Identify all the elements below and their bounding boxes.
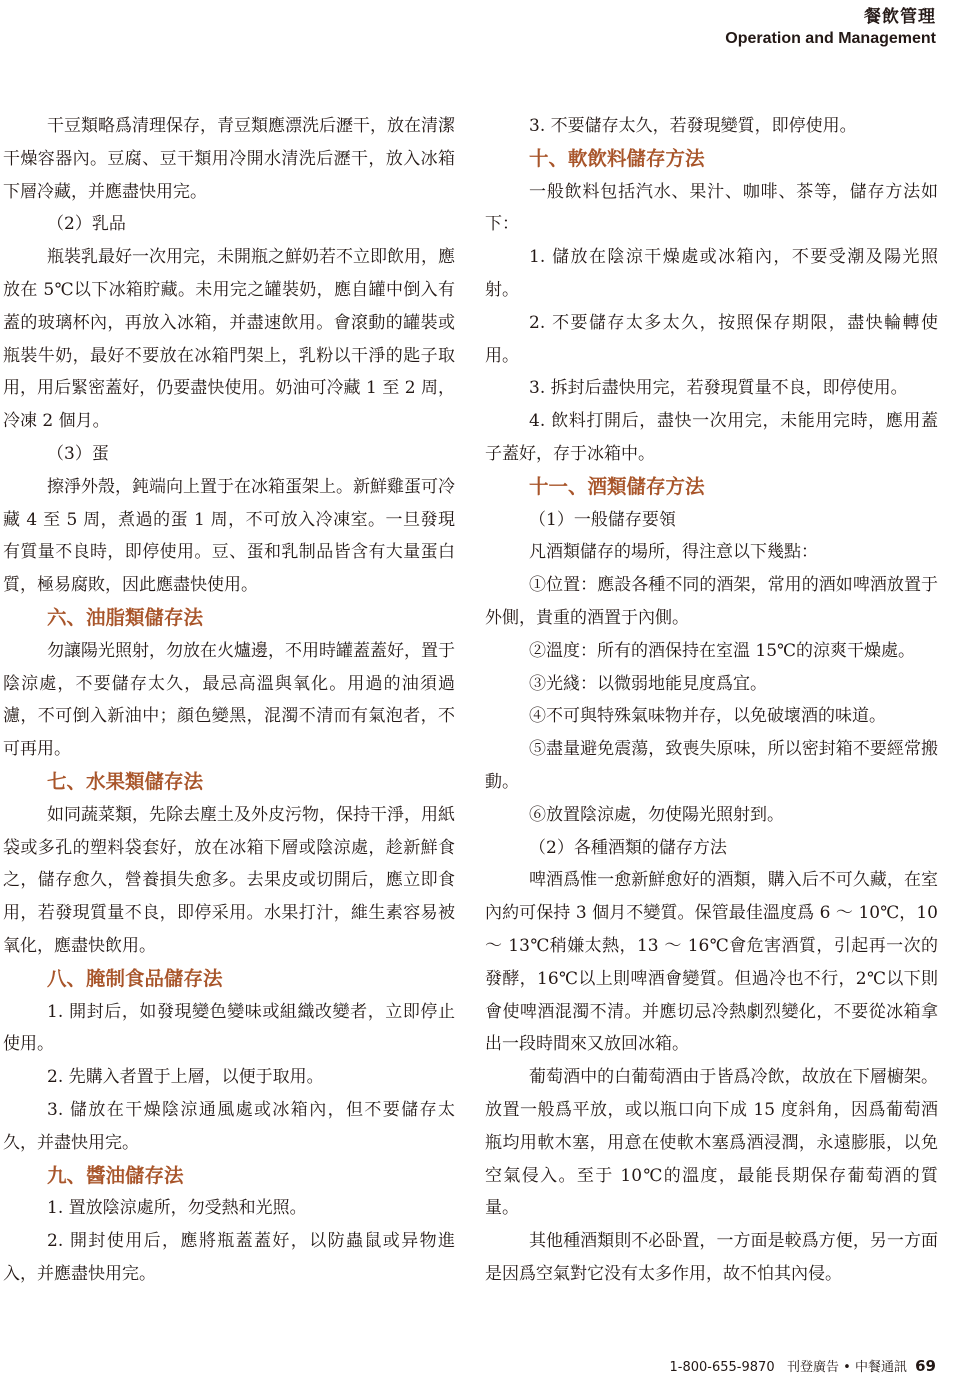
page-number: 69 — [915, 1357, 936, 1375]
list-item: ④不可與特殊氣味物并存，以免破壞酒的味道。 — [529, 706, 886, 727]
list-item: 3. 不要儲存太久，若發現變質，即停使用。 — [529, 116, 857, 136]
list-item: 3. 儲放在干燥陰涼通風處或冰箱內，但不要儲存太久，并盡快用完。 — [3, 1099, 455, 1153]
list-item: ⑤盡量避免震蕩，致喪失原味，所以密封箱不要經常搬動。 — [485, 739, 938, 792]
list-item: 4. 飲料打開后，盡快一次用完，未能用完時，應用蓋子蓋好，存于冰箱中。 — [485, 411, 938, 464]
footer-phone: 1-800-655-9870 — [669, 1360, 775, 1375]
left-column — [3, 110, 455, 1291]
list-item: ③光綫：以微弱地能見度爲宜。 — [529, 673, 767, 694]
paragraph: 干豆類略爲清理保存，青豆類應漂洗后瀝干，放在清潔干燥容器內。豆腐、豆干類用冷開水清洗后瀝干，放入冰箱下層冷藏，并應盡快用完。 — [3, 116, 455, 202]
paragraph: 其他種酒類則不必卧置，一方面是較爲方便，另一方面是因爲空氣對它没有太多作用，故不怕其內侵。 — [485, 1231, 938, 1284]
section-heading: 七、水果類儲存法 — [47, 769, 204, 793]
footer-publication: 中餐通訊 — [854, 1360, 907, 1375]
list-item: 2. 開封使用后，應將瓶蓋蓋好，以防蟲鼠或异物進入，并應盡快用完。 — [3, 1231, 455, 1284]
paragraph: 葡萄酒中的白葡萄酒由于皆爲冷飲，故放在下層櫥架。放置一般爲平放，或以瓶口向下成 15 度斜角，因爲葡萄酒瓶均用軟木塞，用意在使軟木塞爲酒浸潤，永遠膨脹，以免空氣侵入。至于 10℃的溫度，最能長期保存葡萄酒的質量。 — [485, 1067, 938, 1219]
list-item: 1. 置放陰涼處所，勿受熱和光照。 — [47, 1198, 307, 1219]
list-item: ②溫度：所有的酒保持在室溫 15℃的涼爽干燥處。 — [529, 640, 916, 661]
paragraph: 啤酒爲惟一愈新鮮愈好的酒類，購入后不可久藏，在室內約可保持 3 個月不變質。保管最佳溫度爲 6 ～ 10℃，10 ～ 13℃稍嫌太熱，13 ～ 16℃會危害酒質，引起再一次的發酵，16℃以上則啤酒會變質。但過冷也不行，2℃以下則會使啤酒混濁不清。并應切忌冷熱劇烈變化，不要從冰箱拿出一段時間來又放回冰箱。 — [485, 870, 938, 1055]
page-footer — [670, 1356, 936, 1375]
section-heading: 十一、酒類儲存方法 — [529, 474, 705, 498]
section-heading: 十、軟飲料儲存方法 — [529, 146, 705, 170]
list-item: ①位置：應設各種不同的酒架，常用的酒如啤酒放置于外側，貴重的酒置于內側。 — [485, 575, 938, 628]
section-heading: 六、油脂類儲存法 — [47, 605, 204, 629]
list-item: 2. 不要儲存太多太久，按照保存期限，盡快輪轉使用。 — [485, 312, 938, 366]
paragraph: 一般飲料包括汽水、果汁、咖啡、茶等，儲存方法如下： — [485, 181, 938, 235]
paragraph: 瓶裝乳最好一次用完，未開瓶之鮮奶若不立即飲用，應放在 5℃以下冰箱貯藏。未用完之罐裝奶，應自罐中倒入有蓋的玻璃杯內，再放入冰箱，并盡速飲用。會滾動的罐裝或瓶裝牛奶，最好不要放在冰箱門架上，乳粉以干淨的匙子取用，用后緊密蓋好，仍要盡快使用。奶油可冷藏 1 至 2 周，冷凍 2 個月。 — [3, 247, 455, 432]
section-category: 餐飲管理 — [864, 7, 936, 27]
footer-ad-text: 刊登廣告 — [787, 1360, 840, 1375]
subheading: （3）蛋 — [47, 443, 109, 464]
paragraph: 擦淨外殼，鈍端向上置于在冰箱蛋架上。新鮮雞蛋可冷藏 4 至 5 周，煮過的蛋 1 周，不可放入冷凍室。一旦發現有質量不良時，即停使用。豆、蛋和乳制品皆含有大量蛋白質，極易腐敗，因此應盡快使用。 — [3, 476, 455, 596]
paragraph: 如同蔬菜類，先除去塵土及外皮污物，保持干淨，用紙袋或多孔的塑料袋套好，放在冰箱下層或陰涼處，趁新鮮食之，儲存愈久，營養損失愈多。去果皮或切開后，應立即食用，若發現質量不良，即停采用。水果打汁，維生素容易被氧化，應盡快飲用。 — [3, 804, 455, 956]
section-heading: 九、醬油儲存法 — [47, 1163, 184, 1187]
paragraph: 勿讓陽光照射，勿放在火爐邊，不用時罐蓋蓋好，置于陰涼處，不要儲存太久，最忌高溫與氧化。用過的油須過濾，不可倒入新油中；顔色變黑，混濁不清而有氣泡者，不可再用。 — [3, 640, 455, 760]
right-column — [485, 110, 938, 1291]
paragraph: 凡酒類儲存的場所，得注意以下幾點： — [529, 542, 818, 563]
list-item: 3. 拆封后盡快用完，若發現質量不良，即停使用。 — [529, 378, 908, 399]
list-item: 1. 儲放在陰涼干燥處或冰箱內，不要受潮及陽光照射。 — [485, 247, 938, 300]
subheading: （2）各種酒類的儲存方法 — [529, 837, 727, 858]
footer-separator: • — [843, 1360, 851, 1375]
subheading: （1）一般儲存要領 — [529, 509, 676, 530]
list-item: 2. 先購入者置于上層，以便于取用。 — [47, 1067, 324, 1088]
list-item: 1. 開封后，如發現變色變味或組織改變者，立即停止使用。 — [3, 1001, 455, 1055]
list-item: ⑥放置陰涼處，勿使陽光照射到。 — [529, 804, 784, 825]
section-heading: 八、腌制食品儲存法 — [47, 966, 223, 990]
section-category-english: Operation and Management — [725, 30, 936, 47]
subheading: （2）乳品 — [47, 214, 126, 235]
